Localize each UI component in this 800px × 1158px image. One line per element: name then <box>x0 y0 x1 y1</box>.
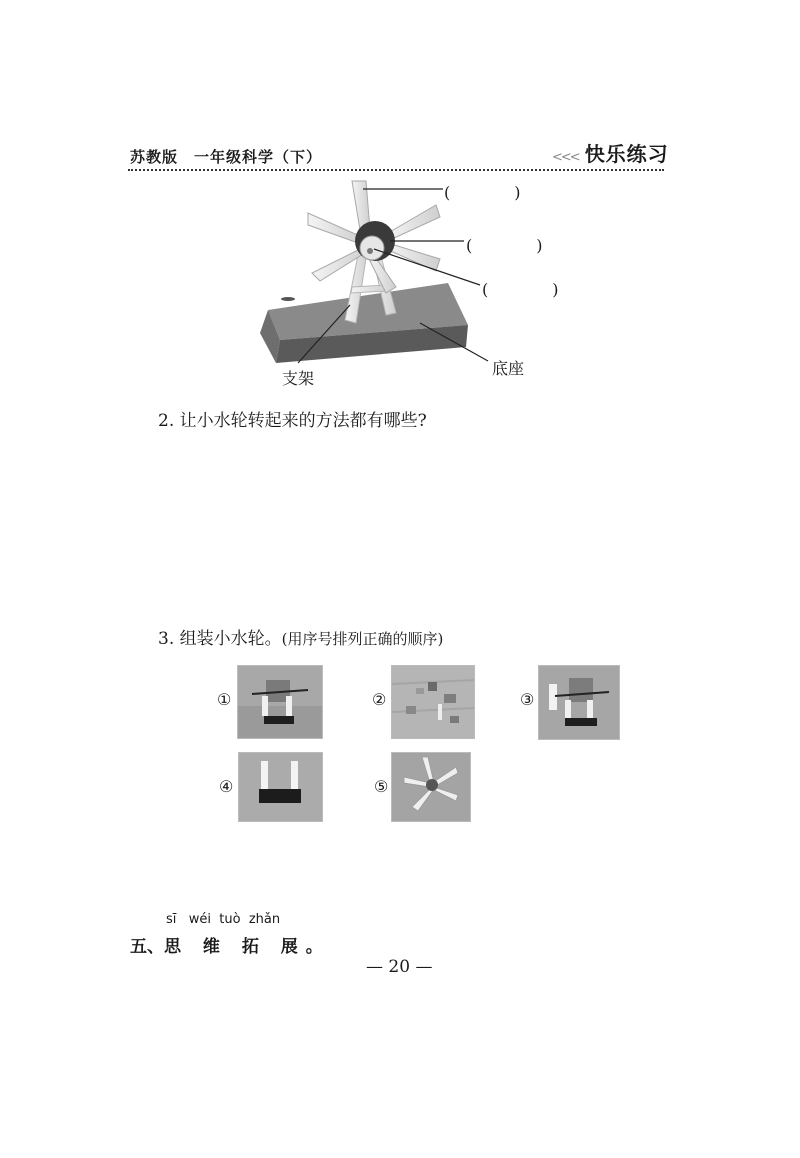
section-5-prefix: 五、 <box>130 937 164 957</box>
section-5-suffix: 。 <box>305 937 323 957</box>
question-3-note: (用序号排列正确的顺序) <box>281 630 444 648</box>
section-5-chars: 思 维 拓 展 <box>164 937 306 957</box>
step-number-5: ⑤ <box>374 777 389 796</box>
step-number-3: ③ <box>520 690 535 709</box>
section-5-title <box>130 932 323 957</box>
question-2: 2. 让小水轮转起来的方法都有哪些? <box>158 411 427 431</box>
blank-blade[interactable]: ( ) <box>444 183 521 202</box>
header-section-title <box>552 138 669 167</box>
label-stand: 支架 <box>282 369 315 388</box>
header-section-label: 快乐练习 <box>584 142 669 166</box>
blank-axle[interactable]: ( ) <box>482 280 559 299</box>
step-number-1: ① <box>217 690 232 709</box>
header-textbook-title: 苏教版 一年级科学（下） <box>130 148 323 166</box>
blank-hub[interactable]: ( ) <box>466 236 543 255</box>
chevron-left-icon: <<< <box>552 150 579 165</box>
step-photo-3 <box>538 665 620 740</box>
step-number-2: ② <box>372 690 387 709</box>
label-base: 底座 <box>492 359 525 378</box>
step-photo-4 <box>238 752 323 822</box>
step-number-4: ④ <box>219 777 234 796</box>
page-number: — 20 — <box>366 957 433 977</box>
step-photo-1 <box>237 665 323 739</box>
step-photo-5 <box>391 752 471 822</box>
step-photo-2 <box>391 665 475 739</box>
question-3 <box>158 624 443 649</box>
question-3-text: 3. 组装小水轮。 <box>158 629 282 649</box>
header-divider <box>128 169 664 171</box>
section-5-pinyin: sī wéi tuò zhǎn <box>166 912 281 927</box>
